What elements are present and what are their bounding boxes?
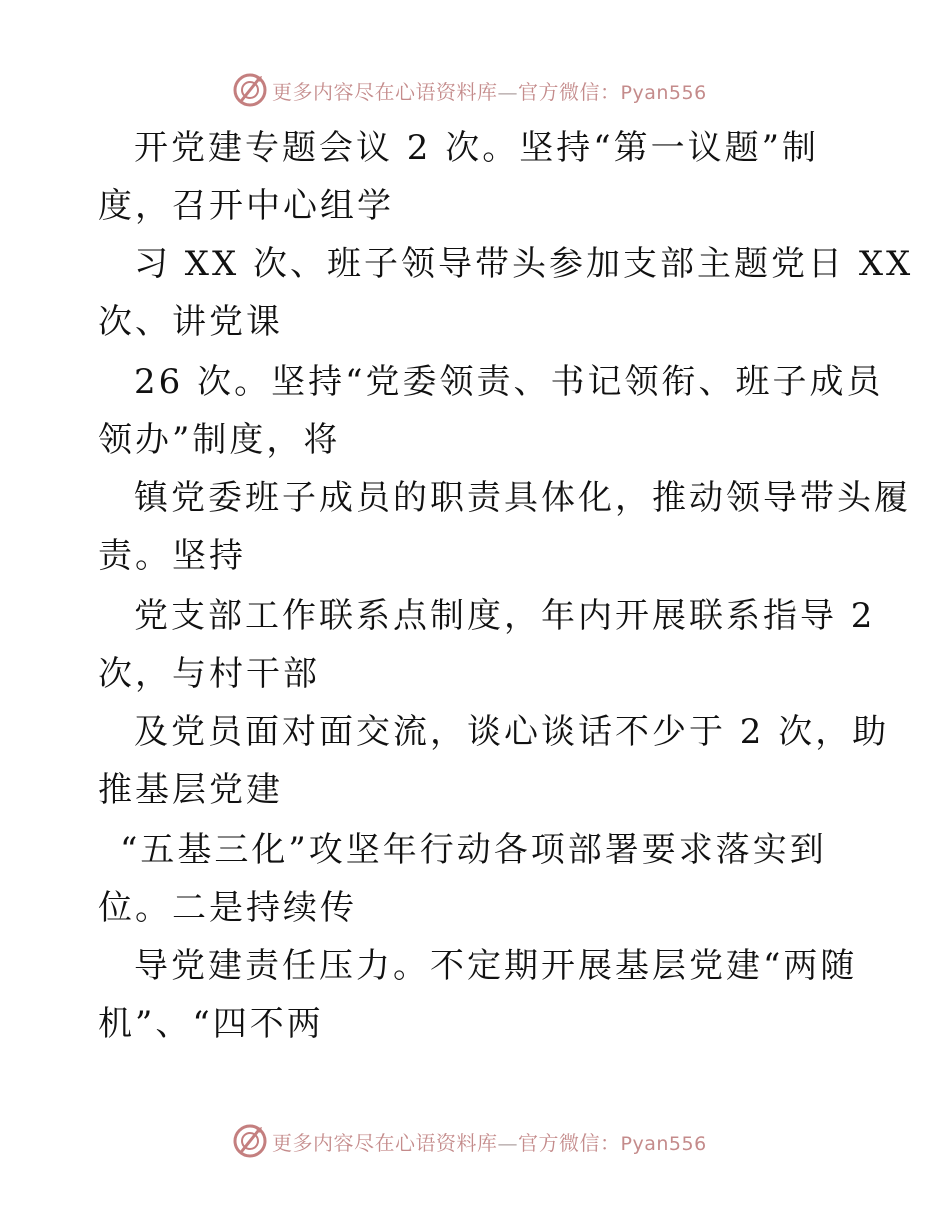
body-line: 次，与村干部 — [98, 654, 320, 694]
footer-watermark — [232, 1121, 712, 1161]
body-line: 责。坚持 — [98, 536, 246, 576]
watermark-wechat: Pyan556 — [620, 1132, 707, 1155]
body-line: 次、讲党课 — [98, 302, 283, 342]
body-line: 党支部工作联系点制度，年内开展联系指导 2 — [134, 596, 876, 636]
watermark-separator: — — [497, 1130, 518, 1155]
watermark-separator: — — [497, 79, 518, 104]
body-line: 26 次。坚持“党委领责、书记领衔、班子成员 — [134, 362, 884, 402]
body-line: 导党建责任压力。不定期开展基层党建“两随 — [134, 946, 858, 986]
watermark-text — [272, 76, 707, 105]
watermark-official: 官方微信： — [518, 79, 621, 104]
body-line: 镇党委班子成员的职责具体化，推动领导带头履 — [134, 478, 911, 518]
body-line: 机”、“四不两 — [98, 1004, 324, 1044]
watermark-wechat: Pyan556 — [620, 81, 707, 104]
brand-logo-icon — [232, 1123, 268, 1159]
body-line: 开党建专题会议 2 次。坚持“第一议题”制 — [134, 128, 820, 168]
body-line: 及党员面对面交流，谈心谈话不少于 2 次，助 — [134, 712, 890, 752]
header-watermark — [232, 70, 712, 110]
body-line: 习 XX 次、班子领导带头参加支部主题党日 XX — [134, 244, 914, 284]
watermark-official: 官方微信： — [518, 1130, 621, 1155]
body-line: 推基层党建 — [98, 770, 283, 810]
body-line: 领办”制度，将 — [98, 420, 341, 460]
watermark-title: 更多内容尽在心语资料库 — [272, 1130, 498, 1155]
body-line: 位。二是持续传 — [98, 888, 357, 928]
body-line: 度，召开中心组学 — [98, 186, 394, 226]
watermark-text — [272, 1127, 707, 1156]
body-line: “五基三化”攻坚年行动各项部署要求落实到 — [120, 830, 827, 870]
brand-logo-icon — [232, 72, 268, 108]
watermark-title: 更多内容尽在心语资料库 — [272, 79, 498, 104]
